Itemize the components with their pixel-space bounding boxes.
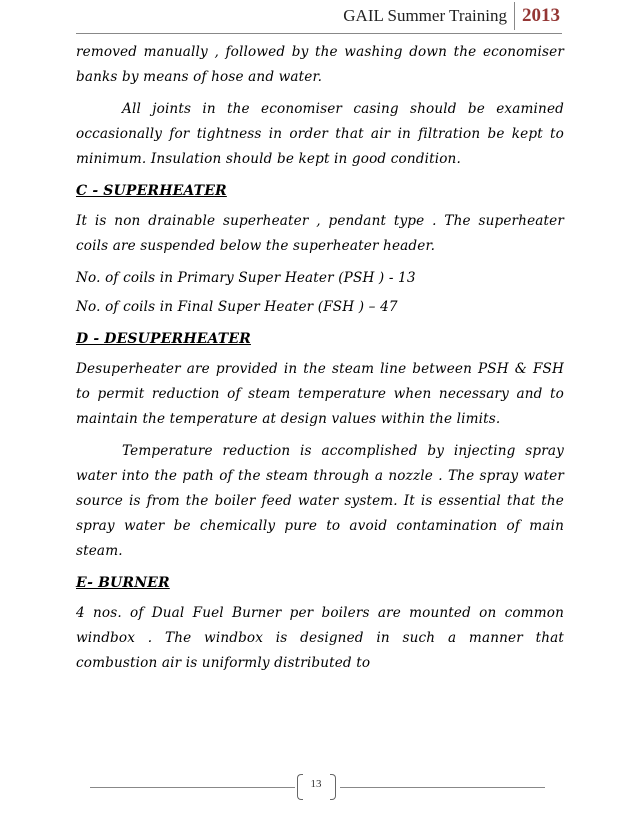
paragraph-economiser-joints: All joints in the economiser casing should be examined occasionally for tightness in order that air in filtration be kept to minimum. Insulation should be kept in good condition. [76,101,564,167]
document-body [76,40,564,683]
paragraph-fsh-coils: No. of coils in Final Super Heater (FSH ) – 47 [76,299,398,315]
paragraph-burner-description: 4 nos. of Dual Fuel Burner per boilers are mounted on common windbox . The windbox is designed in such a manner that combustion air is uniformly distributed to [76,605,564,671]
footer-rule-right [340,787,545,788]
paragraph-superheater-type: It is non drainable superheater , pendant type . The superheater coils are suspended below the superheater header. [76,213,564,254]
heading-desuperheater: D - DESUPERHEATER [76,331,251,347]
paragraph-desuperheater-purpose: Desuperheater are provided in the steam line between PSH & FSH to permit reduction of steam temperature when necessary and to maintain the temperature at design values within the limits. [76,361,564,427]
footer-rule-left [90,787,295,788]
header-year: 2013 [514,2,560,30]
header-title: GAIL Summer Training [343,6,507,25]
paragraph-temperature-reduction: Temperature reduction is accomplished by injecting spray water into the path of the steam through a nozzle . The spray water source is from the boiler feed water system. It is essential that the spray water be chemically pure to avoid contamination of main steam. [76,443,564,559]
heading-superheater: C - SUPERHEATER [76,183,227,199]
page-number: 13 [310,778,322,790]
page-header [343,0,560,30]
footer-bracket-right [330,774,336,800]
paragraph-psh-coils: No. of coils in Primary Super Heater (PSH ) - 13 [76,270,416,286]
paragraph-economiser-cleaning: removed manually , followed by the washing down the economiser banks by means of hose and water. [76,44,564,85]
heading-burner: E- BURNER [76,575,170,591]
header-rule [76,33,562,34]
page-footer [90,774,545,800]
